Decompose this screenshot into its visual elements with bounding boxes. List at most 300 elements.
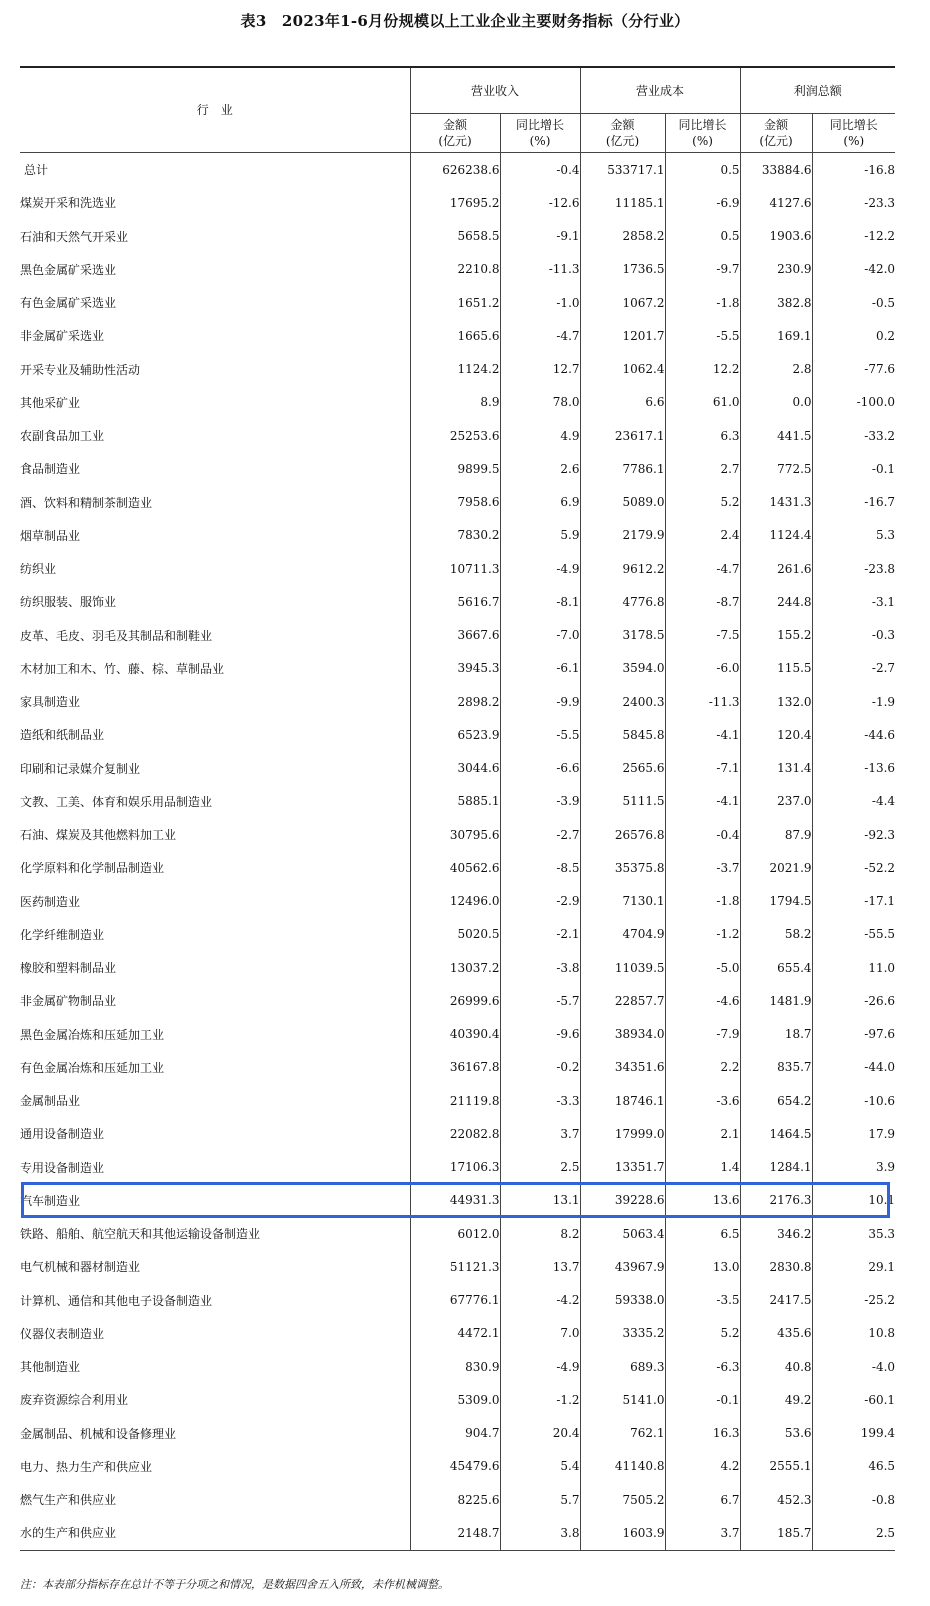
table-row <box>20 1317 895 1350</box>
growth-cell: -2.7 <box>812 652 895 685</box>
table-row <box>20 186 895 219</box>
growth-cell: -1.2 <box>665 918 740 951</box>
growth-cell: 0.5 <box>665 153 740 187</box>
amount-cell: 2.8 <box>740 353 812 386</box>
growth-cell: 5.2 <box>665 1317 740 1350</box>
growth-cell: 29.1 <box>812 1250 895 1283</box>
amount-cell: 9612.2 <box>580 552 665 585</box>
table-row <box>20 1450 895 1483</box>
growth-cell: 3.7 <box>665 1516 740 1550</box>
industry-name: 通用设备制造业 <box>20 1127 105 1142</box>
amount-cell: 26999.6 <box>410 984 500 1017</box>
amount-cell: 7505.2 <box>580 1483 665 1516</box>
growth-cell: 5.9 <box>500 519 580 552</box>
growth-cell: 16.3 <box>665 1417 740 1450</box>
growth-cell: 20.4 <box>500 1417 580 1450</box>
amount-cell: 132.0 <box>740 685 812 718</box>
industry-name: 其他制造业 <box>20 1360 81 1375</box>
amount-cell: 2555.1 <box>740 1450 812 1483</box>
table-row <box>20 253 895 286</box>
table-row <box>20 1284 895 1317</box>
industry-name: 纺织业 <box>20 562 57 577</box>
amount-cell: 49.2 <box>740 1383 812 1416</box>
industry-header: 行 业 <box>20 67 410 153</box>
amount-cell: 689.3 <box>580 1350 665 1383</box>
growth-cell: 6.5 <box>665 1217 740 1250</box>
growth-cell: 13.6 <box>665 1184 740 1217</box>
growth-cell: -1.8 <box>665 885 740 918</box>
table-row <box>20 1250 895 1283</box>
table-row <box>20 1417 895 1450</box>
amount-cell: 1903.6 <box>740 220 812 253</box>
amount-cell: 18.7 <box>740 1018 812 1051</box>
amount-cell: 41140.8 <box>580 1450 665 1483</box>
amount-cell: 3945.3 <box>410 652 500 685</box>
industry-name: 煤炭开采和洗选业 <box>20 196 117 211</box>
industry-name: 木材加工和木、竹、藤、棕、草制品业 <box>20 661 225 676</box>
growth-cell: 6.7 <box>665 1483 740 1516</box>
amount-cell: 17999.0 <box>580 1117 665 1150</box>
table-row <box>20 1018 895 1051</box>
amount-cell: 5020.5 <box>410 918 500 951</box>
table-row <box>20 353 895 386</box>
table-row-highlighted <box>20 1184 895 1217</box>
growth-cell: 13.7 <box>500 1250 580 1283</box>
amount-cell: 3594.0 <box>580 652 665 685</box>
financial-table <box>20 66 895 1551</box>
growth-cell: -3.1 <box>812 585 895 618</box>
growth-cell: -7.1 <box>665 752 740 785</box>
table-row <box>20 153 895 187</box>
amount-cell: 35375.8 <box>580 851 665 884</box>
amount-cell: 230.9 <box>740 253 812 286</box>
growth-cell: -7.9 <box>665 1018 740 1051</box>
growth-cell: -9.7 <box>665 253 740 286</box>
growth-cell: -1.8 <box>665 286 740 319</box>
table-row <box>20 519 895 552</box>
table-body <box>20 153 895 1551</box>
amount-cell: 169.1 <box>740 319 812 352</box>
growth-cell: -11.3 <box>500 253 580 286</box>
amount-subheader: 金额 (亿元) <box>580 114 665 153</box>
amount-cell: 5885.1 <box>410 785 500 818</box>
growth-cell: -17.1 <box>812 885 895 918</box>
growth-cell: 3.9 <box>812 1151 895 1184</box>
growth-cell: -4.1 <box>665 718 740 751</box>
amount-cell: 40.8 <box>740 1350 812 1383</box>
growth-cell: -6.1 <box>500 652 580 685</box>
industry-name: 电力、热力生产和供应业 <box>20 1459 153 1474</box>
table-row <box>20 685 895 718</box>
growth-cell: -12.6 <box>500 186 580 219</box>
amount-cell: 762.1 <box>580 1417 665 1450</box>
growth-cell: -1.0 <box>500 286 580 319</box>
amount-cell: 34351.6 <box>580 1051 665 1084</box>
growth-cell: -4.4 <box>812 785 895 818</box>
amount-cell: 1603.9 <box>580 1516 665 1550</box>
growth-cell: -97.6 <box>812 1018 895 1051</box>
industry-name: 金属制品业 <box>20 1094 81 1109</box>
growth-cell: -0.5 <box>812 286 895 319</box>
amount-cell: 1431.3 <box>740 486 812 519</box>
amount-cell: 435.6 <box>740 1317 812 1350</box>
industry-name: 酒、饮料和精制茶制造业 <box>20 495 153 510</box>
amount-cell: 26576.8 <box>580 818 665 851</box>
growth-cell: -4.0 <box>812 1350 895 1383</box>
growth-cell: 2.4 <box>665 519 740 552</box>
amount-cell: 3667.6 <box>410 619 500 652</box>
amount-cell: 8225.6 <box>410 1483 500 1516</box>
amount-cell: 244.8 <box>740 585 812 618</box>
growth-cell: -26.6 <box>812 984 895 1017</box>
table-row <box>20 286 895 319</box>
growth-cell: -9.9 <box>500 685 580 718</box>
industry-name: 有色金属冶炼和压延加工业 <box>20 1060 165 1075</box>
growth-cell: 5.3 <box>812 519 895 552</box>
amount-cell: 39228.6 <box>580 1184 665 1217</box>
industry-name: 铁路、船舶、航空航天和其他运输设备制造业 <box>20 1227 261 1242</box>
amount-cell: 2148.7 <box>410 1516 500 1550</box>
growth-cell: 0.5 <box>665 220 740 253</box>
amount-cell: 626238.6 <box>410 153 500 187</box>
amount-cell: 6523.9 <box>410 718 500 751</box>
growth-subheader: 同比增长 (%) <box>500 114 580 153</box>
amount-cell: 5111.5 <box>580 785 665 818</box>
growth-cell: 61.0 <box>665 386 740 419</box>
table-row <box>20 851 895 884</box>
growth-cell: 10.1 <box>812 1184 895 1217</box>
industry-name: 有色金属矿采选业 <box>20 296 117 311</box>
growth-cell: -7.5 <box>665 619 740 652</box>
amount-cell: 1794.5 <box>740 885 812 918</box>
growth-cell: -6.6 <box>500 752 580 785</box>
table-row <box>20 585 895 618</box>
table-row <box>20 552 895 585</box>
table-row <box>20 319 895 352</box>
amount-cell: 13351.7 <box>580 1151 665 1184</box>
growth-cell: -52.2 <box>812 851 895 884</box>
growth-cell: -13.6 <box>812 752 895 785</box>
industry-name: 黑色金属冶炼和压延加工业 <box>20 1027 165 1042</box>
amount-cell: 53.6 <box>740 1417 812 1450</box>
amount-subheader: 金额 (亿元) <box>740 114 812 153</box>
growth-cell: -4.7 <box>665 552 740 585</box>
amount-cell: 0.0 <box>740 386 812 419</box>
amount-cell: 5063.4 <box>580 1217 665 1250</box>
amount-cell: 45479.6 <box>410 1450 500 1483</box>
growth-cell: 4.2 <box>665 1450 740 1483</box>
amount-cell: 2830.8 <box>740 1250 812 1283</box>
growth-cell: 1.4 <box>665 1151 740 1184</box>
amount-cell: 441.5 <box>740 419 812 452</box>
growth-cell: -3.7 <box>665 851 740 884</box>
amount-cell: 2565.6 <box>580 752 665 785</box>
industry-name: 水的生产和供应业 <box>20 1516 410 1550</box>
growth-cell: -3.5 <box>665 1284 740 1317</box>
table-row <box>20 1483 895 1516</box>
amount-cell: 5616.7 <box>410 585 500 618</box>
amount-cell: 155.2 <box>740 619 812 652</box>
growth-cell: -23.8 <box>812 552 895 585</box>
growth-cell: -0.4 <box>500 153 580 187</box>
amount-cell: 1736.5 <box>580 253 665 286</box>
amount-cell: 4776.8 <box>580 585 665 618</box>
growth-cell: -4.9 <box>500 1350 580 1383</box>
growth-cell: -2.9 <box>500 885 580 918</box>
amount-cell: 655.4 <box>740 951 812 984</box>
growth-cell: 5.2 <box>665 486 740 519</box>
growth-cell: -4.6 <box>665 984 740 1017</box>
industry-name: 造纸和纸制品业 <box>20 728 105 743</box>
industry-name: 农副食品加工业 <box>20 429 105 444</box>
amount-cell: 7830.2 <box>410 519 500 552</box>
amount-cell: 22857.7 <box>580 984 665 1017</box>
growth-cell: -12.2 <box>812 220 895 253</box>
amount-cell: 87.9 <box>740 818 812 851</box>
growth-cell: 5.4 <box>500 1450 580 1483</box>
growth-cell: 35.3 <box>812 1217 895 1250</box>
amount-cell: 36167.8 <box>410 1051 500 1084</box>
amount-cell: 18746.1 <box>580 1084 665 1117</box>
growth-cell: -25.2 <box>812 1284 895 1317</box>
table-row <box>20 1350 895 1383</box>
amount-cell: 7130.1 <box>580 885 665 918</box>
amount-cell: 2898.2 <box>410 685 500 718</box>
table-row <box>20 1516 895 1550</box>
growth-cell: -44.6 <box>812 718 895 751</box>
industry-name: 金属制品、机械和设备修理业 <box>20 1426 177 1441</box>
amount-cell: 58.2 <box>740 918 812 951</box>
growth-cell: 2.1 <box>665 1117 740 1150</box>
growth-cell: -3.8 <box>500 951 580 984</box>
table-row <box>20 652 895 685</box>
amount-cell: 4472.1 <box>410 1317 500 1350</box>
cost-group-header: 营业成本 <box>580 67 740 114</box>
industry-name: 其他采矿业 <box>20 395 81 410</box>
growth-cell: -9.6 <box>500 1018 580 1051</box>
amount-cell: 261.6 <box>740 552 812 585</box>
amount-cell: 904.7 <box>410 1417 500 1450</box>
industry-name: 医药制造业 <box>20 894 81 909</box>
industry-name: 废弃资源综合利用业 <box>20 1393 129 1408</box>
table-row <box>20 885 895 918</box>
amount-cell: 452.3 <box>740 1483 812 1516</box>
industry-name: 家具制造业 <box>20 695 81 710</box>
revenue-group-header: 营业收入 <box>410 67 580 114</box>
growth-cell: 3.7 <box>500 1117 580 1150</box>
amount-cell: 33884.6 <box>740 153 812 187</box>
profit-group-header: 利润总额 <box>740 67 895 114</box>
amount-cell: 9899.5 <box>410 452 500 485</box>
growth-cell: 4.9 <box>500 419 580 452</box>
amount-cell: 4127.6 <box>740 186 812 219</box>
amount-cell: 1201.7 <box>580 319 665 352</box>
growth-cell: -7.0 <box>500 619 580 652</box>
amount-cell: 1665.6 <box>410 319 500 352</box>
industry-name: 烟草制品业 <box>20 528 81 543</box>
amount-cell: 1481.9 <box>740 984 812 1017</box>
table-title: 表3 2023年1-6月份规模以上工业企业主要财务指标（分行业） <box>240 12 690 30</box>
industry-name: 石油和天然气开采业 <box>20 229 129 244</box>
industry-name: 燃气生产和供应业 <box>20 1493 117 1508</box>
growth-cell: -5.7 <box>500 984 580 1017</box>
growth-cell: -3.3 <box>500 1084 580 1117</box>
growth-cell: 10.8 <box>812 1317 895 1350</box>
growth-cell: 2.5 <box>500 1151 580 1184</box>
industry-name: 黑色金属矿采选业 <box>20 262 117 277</box>
growth-cell: -2.7 <box>500 818 580 851</box>
industry-name: 化学纤维制造业 <box>20 927 105 942</box>
industry-name: 食品制造业 <box>20 462 81 477</box>
growth-cell: 6.9 <box>500 486 580 519</box>
growth-cell: 2.7 <box>665 452 740 485</box>
growth-cell: -42.0 <box>812 253 895 286</box>
growth-cell: -6.9 <box>665 186 740 219</box>
industry-name: 开采专业及辅助性活动 <box>20 362 141 377</box>
industry-name: 电气机械和器材制造业 <box>20 1260 141 1275</box>
table-row <box>20 1383 895 1416</box>
industry-name: 仪器仪表制造业 <box>20 1326 105 1341</box>
growth-cell: -8.1 <box>500 585 580 618</box>
amount-cell: 23617.1 <box>580 419 665 452</box>
amount-cell: 10711.3 <box>410 552 500 585</box>
growth-cell: 8.2 <box>500 1217 580 1250</box>
industry-name: 非金属矿物制品业 <box>20 994 117 1009</box>
growth-cell: 46.5 <box>812 1450 895 1483</box>
amount-cell: 533717.1 <box>580 153 665 187</box>
amount-cell: 1124.2 <box>410 353 500 386</box>
growth-cell: -5.0 <box>665 951 740 984</box>
amount-cell: 67776.1 <box>410 1284 500 1317</box>
growth-cell: 12.2 <box>665 353 740 386</box>
table-row <box>20 951 895 984</box>
amount-cell: 382.8 <box>740 286 812 319</box>
footnote: 注：本表部分指标存在总计不等于分项之和情况，是数据四舍五入所致，未作机械调整。 <box>20 1578 449 1591</box>
amount-cell: 40390.4 <box>410 1018 500 1051</box>
amount-cell: 2179.9 <box>580 519 665 552</box>
amount-cell: 5658.5 <box>410 220 500 253</box>
amount-cell: 6012.0 <box>410 1217 500 1250</box>
table-row <box>20 619 895 652</box>
growth-cell: -8.5 <box>500 851 580 884</box>
growth-cell: 2.5 <box>812 1516 895 1550</box>
amount-cell: 7786.1 <box>580 452 665 485</box>
amount-cell: 3044.6 <box>410 752 500 785</box>
table-row <box>20 718 895 751</box>
industry-name: 皮革、毛皮、羽毛及其制品和制鞋业 <box>20 628 213 643</box>
amount-cell: 38934.0 <box>580 1018 665 1051</box>
amount-cell: 40562.6 <box>410 851 500 884</box>
amount-cell: 2417.5 <box>740 1284 812 1317</box>
table-row <box>20 1217 895 1250</box>
growth-cell: -11.3 <box>665 685 740 718</box>
amount-cell: 2176.3 <box>740 1184 812 1217</box>
amount-cell: 1284.1 <box>740 1151 812 1184</box>
industry-name: 计算机、通信和其他电子设备制造业 <box>20 1293 213 1308</box>
growth-cell: -44.0 <box>812 1051 895 1084</box>
growth-cell: 13.1 <box>500 1184 580 1217</box>
amount-cell: 12496.0 <box>410 885 500 918</box>
growth-cell: -4.1 <box>665 785 740 818</box>
amount-cell: 4704.9 <box>580 918 665 951</box>
amount-cell: 115.5 <box>740 652 812 685</box>
growth-cell: -3.6 <box>665 1084 740 1117</box>
amount-cell: 2021.9 <box>740 851 812 884</box>
growth-cell: -2.1 <box>500 918 580 951</box>
table-row <box>20 818 895 851</box>
amount-cell: 2858.2 <box>580 220 665 253</box>
growth-cell: -6.0 <box>665 652 740 685</box>
amount-cell: 59338.0 <box>580 1284 665 1317</box>
amount-cell: 22082.8 <box>410 1117 500 1150</box>
growth-cell: -0.2 <box>500 1051 580 1084</box>
amount-cell: 11039.5 <box>580 951 665 984</box>
growth-cell: 17.9 <box>812 1117 895 1150</box>
table-row <box>20 1151 895 1184</box>
amount-cell: 1464.5 <box>740 1117 812 1150</box>
table-row <box>20 918 895 951</box>
growth-cell: 3.8 <box>500 1516 580 1550</box>
growth-cell: -5.5 <box>665 319 740 352</box>
growth-cell: -0.3 <box>812 619 895 652</box>
growth-subheader: 同比增长 (%) <box>665 114 740 153</box>
growth-cell: 2.6 <box>500 452 580 485</box>
amount-cell: 13037.2 <box>410 951 500 984</box>
growth-cell: -4.9 <box>500 552 580 585</box>
amount-cell: 6.6 <box>580 386 665 419</box>
growth-cell: -77.6 <box>812 353 895 386</box>
amount-cell: 1124.4 <box>740 519 812 552</box>
table-row <box>20 220 895 253</box>
table-row <box>20 1117 895 1150</box>
amount-cell: 44931.3 <box>410 1184 500 1217</box>
growth-cell: -0.8 <box>812 1483 895 1516</box>
amount-cell: 830.9 <box>410 1350 500 1383</box>
amount-cell: 185.7 <box>740 1516 812 1550</box>
amount-cell: 3335.2 <box>580 1317 665 1350</box>
growth-cell: -16.8 <box>812 153 895 187</box>
amount-cell: 21119.8 <box>410 1084 500 1117</box>
growth-cell: -60.1 <box>812 1383 895 1416</box>
growth-cell: 0.2 <box>812 319 895 352</box>
industry-name: 印刷和记录媒介复制业 <box>20 761 141 776</box>
table-row <box>20 1084 895 1117</box>
table-row <box>20 785 895 818</box>
amount-cell: 25253.6 <box>410 419 500 452</box>
amount-cell: 30795.6 <box>410 818 500 851</box>
amount-cell: 5845.8 <box>580 718 665 751</box>
growth-cell: -0.1 <box>665 1383 740 1416</box>
growth-cell: -10.6 <box>812 1084 895 1117</box>
growth-cell: -6.3 <box>665 1350 740 1383</box>
amount-cell: 17695.2 <box>410 186 500 219</box>
growth-cell: 6.3 <box>665 419 740 452</box>
growth-cell: -33.2 <box>812 419 895 452</box>
industry-name: 总计 <box>24 163 49 178</box>
growth-cell: 5.7 <box>500 1483 580 1516</box>
amount-cell: 5309.0 <box>410 1383 500 1416</box>
amount-cell: 8.9 <box>410 386 500 419</box>
growth-cell: 199.4 <box>812 1417 895 1450</box>
amount-cell: 237.0 <box>740 785 812 818</box>
growth-cell: -100.0 <box>812 386 895 419</box>
growth-cell: -16.7 <box>812 486 895 519</box>
amount-cell: 120.4 <box>740 718 812 751</box>
table-row <box>20 1051 895 1084</box>
growth-cell: -1.9 <box>812 685 895 718</box>
growth-subheader: 同比增长 (%) <box>812 114 895 153</box>
amount-cell: 1651.2 <box>410 286 500 319</box>
